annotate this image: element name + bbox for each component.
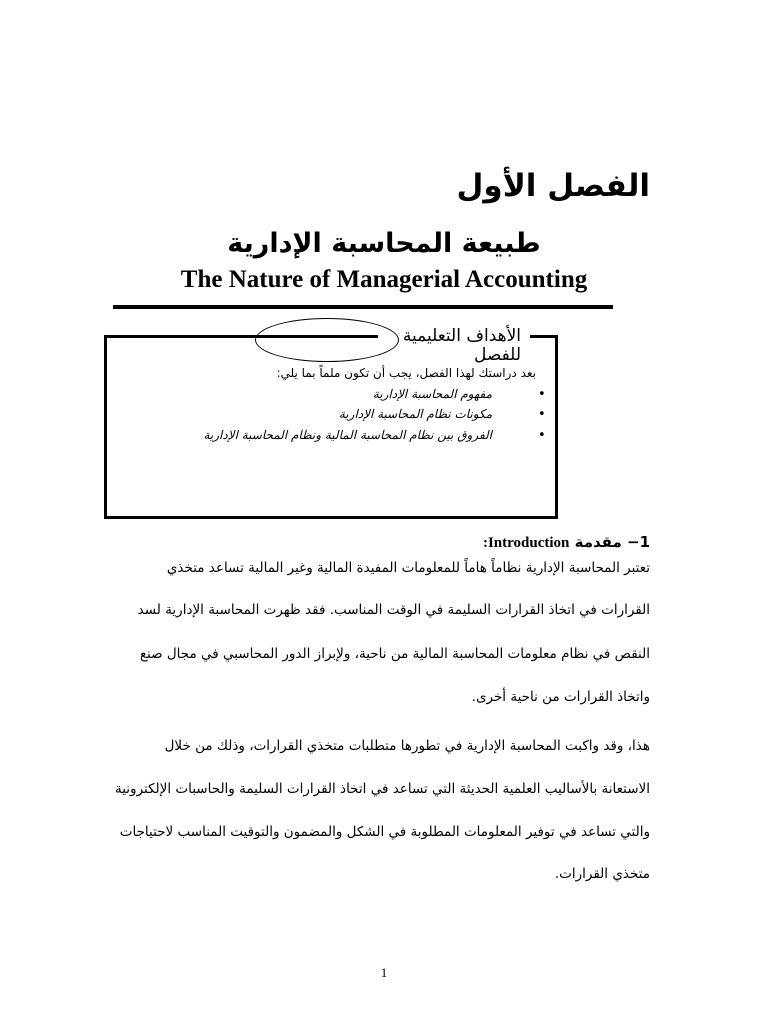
section-english-title: Introduction xyxy=(487,535,570,551)
bullet-icon: • xyxy=(538,428,546,443)
section-arabic-title: مقدمة xyxy=(574,533,622,551)
paragraph-line: القرارات في اتخاذ القرارات السليمة في الوقت المناسب. فقد ظهرت المحاسبة الإدارية لسد xyxy=(137,602,650,618)
section-colon: : xyxy=(482,535,488,551)
section-heading xyxy=(483,533,650,552)
english-title: The Nature of Managerial Accounting xyxy=(180,266,588,293)
highlight-oval xyxy=(255,318,399,362)
bullet-icon: • xyxy=(538,407,546,422)
chapter-title: الفصل الأول xyxy=(456,168,650,204)
objective-item: مفهوم المحاسبة الإدارية xyxy=(372,387,492,401)
paragraph-line: النقص في نظام معلومات المحاسبة المالية من ناحية، ولإبراز الدور المحاسبي في مجال صنع xyxy=(139,646,650,662)
paragraph-line: واتخاذ القرارات من ناحية أخرى. xyxy=(471,689,650,705)
objective-item: مكونات نظام المحاسبة الإدارية xyxy=(338,407,492,421)
objective-item: الفروق بين نظام المحاسبة المالية ونظام المحاسبة الإدارية xyxy=(203,428,492,442)
paragraph-line: تعتبر المحاسبة الإدارية نظاماً هاماً للمعلومات المفيدة المالية وغير المالية تساعد متخذي xyxy=(166,560,650,576)
objectives-title: الأهداف التعليمية للفصل xyxy=(402,326,521,365)
paragraph-line: متخذي القرارات. xyxy=(554,866,650,882)
bullet-icon: • xyxy=(538,387,546,402)
arabic-title: طبيعة المحاسبة الإدارية xyxy=(227,228,541,259)
paragraph-line: والتي تساعد في توفير المعلومات المطلوبة في الشكل والمضمون والتوقيت المناسب لاحتياجات xyxy=(119,824,650,840)
title-underline xyxy=(113,305,613,309)
section-number: 1− xyxy=(626,533,650,551)
page-number: 1 xyxy=(380,965,388,980)
objectives-intro: بعد دراستك لهذا الفصل، يجب أن تكون ملماً بما يلي: xyxy=(276,366,536,380)
paragraph-line: الاستعانة بالأساليب العلمية الحديثة التي تساعد في اتخاذ القرارات السليمة والحاسبات الإلكترونية xyxy=(114,781,650,797)
paragraph-line: هذا، وقد واكبت المحاسبة الإدارية في تطورها متطلبات متخذي القرارات، وذلك من خلال xyxy=(164,738,650,754)
